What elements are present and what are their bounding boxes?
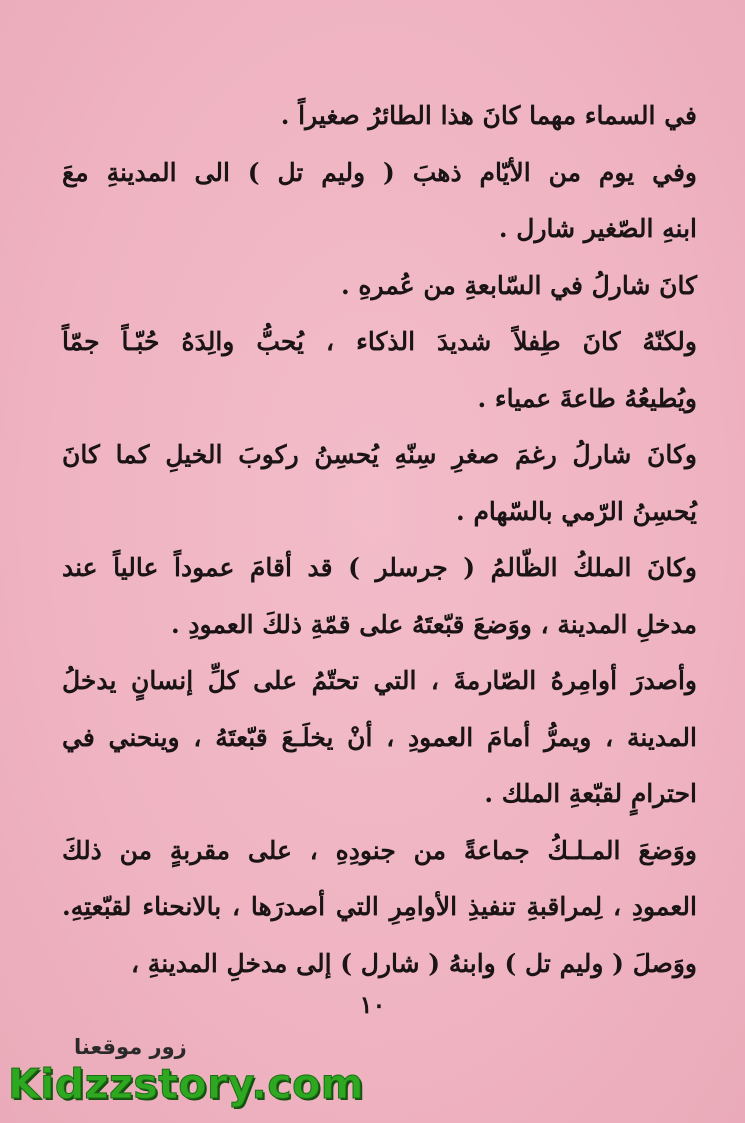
text-line: كانَ شارلُ في السّابعةِ من عُمرهِ .: [341, 270, 697, 300]
text-line: وأصدرَ أوامِرهُ الصّارمةَ ، التي تحتّمُ على كلِّ إنسانٍ يدخلُ: [62, 666, 697, 695]
text-line: ابنهِ الصّغير شارل .: [498, 214, 697, 243]
text-line: ووَضعَ المـلـكُ جماعةً من جنودِهِ ، على مقربةٍ من ذلكَ: [62, 835, 697, 865]
text-line: في السماء مهما كانَ هذا الطائرُ صغيراً .: [280, 101, 697, 130]
text-line: يُحسِنُ الرّمي بالسّهام .: [456, 496, 697, 526]
text-line: احترامٍ لقبّعةِ الملك .: [484, 779, 697, 808]
text-line: وفي يوم من الأيّام ذهبَ ( وليم تل ) الى المدينةِ معَ: [62, 157, 697, 187]
text-line: ووَصلَ ( وليم تل ) وابنهُ ( شارل ) إلى مدخلِ المدينةِ ،: [131, 948, 697, 978]
text-line: العمودِ ، لِمراقبةِ تنفيذِ الأوامِرِ التي أصدرَها ، بالانحناء لقبّعتِهِ.: [62, 892, 697, 921]
page-number: ١٠: [359, 990, 386, 1019]
text-line: وكانَ الملكُ الظّالمُ ( جرسلر ) قد أقامَ عموداً عالياً عند: [62, 553, 697, 582]
text-line: ولكنّهُ كانَ طِفلاً شديدَ الذكاء ، يُحبُّ والِدَهُ حُبّـاً جمّاً: [62, 327, 697, 356]
story-text: [62, 88, 697, 992]
text-line: وكانَ شارلُ رغمَ صغرِ سِنّهِ يُحسِنُ ركوبَ الخيلِ كما كانَ: [62, 440, 697, 469]
text-line: المدينة ، ويمرُّ أمامَ العمودِ ، أنْ يخلَـعَ قبّعتَهُ ، وينحني في: [62, 722, 697, 752]
text-line: مدخلِ المدينة ، ووَضعَ قبّعتَهُ على قمّةِ ذلكَ العمودِ .: [170, 609, 697, 639]
watermark-visit-text: زور موقعنا: [74, 1035, 187, 1059]
site-logo: Kidzzstory.com: [8, 1060, 365, 1108]
text-line: ويُطيعُهُ طاعةَ عمياء .: [477, 383, 697, 413]
